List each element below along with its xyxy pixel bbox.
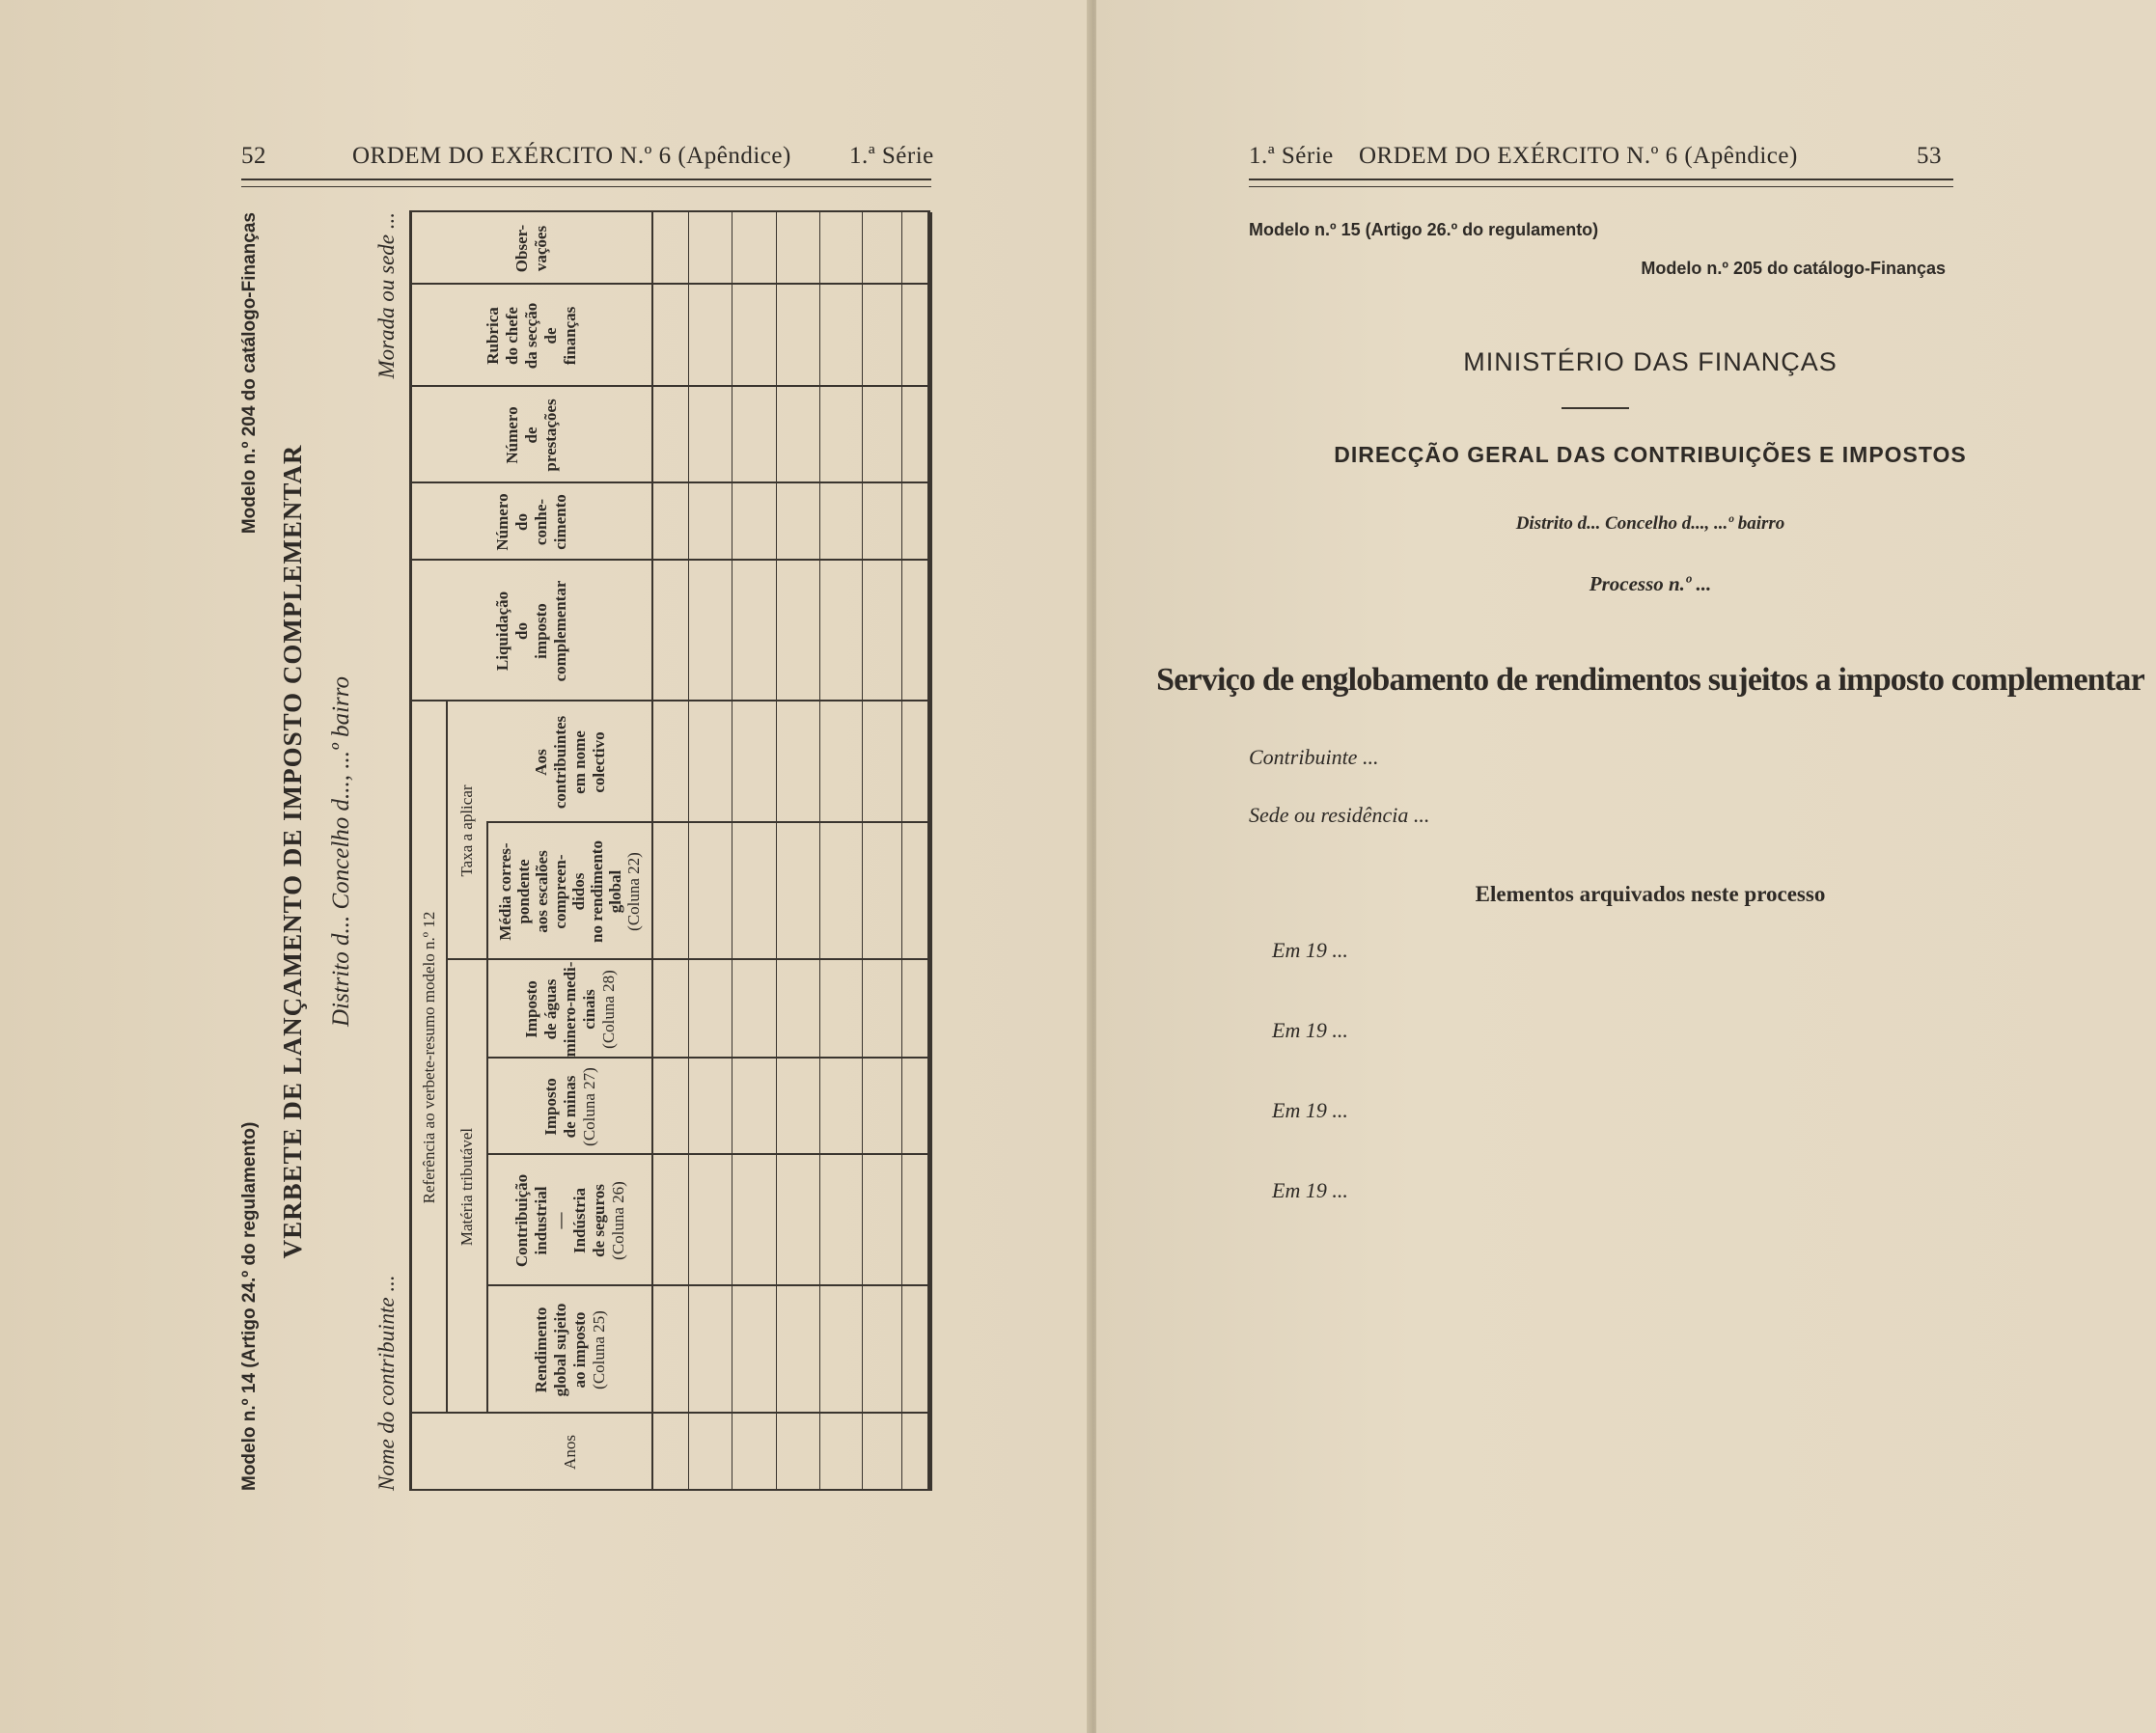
series-right: 1.ª Série: [1249, 143, 1334, 169]
row-rule: [819, 212, 820, 1491]
entry-4: Em 19 ...: [1272, 1178, 1348, 1202]
col-aos-contribuintes: Aos contribuintes em nome colectivo: [531, 715, 608, 810]
series-left: 1.ª Série: [849, 143, 934, 169]
table-bottom-rule-2: [930, 212, 932, 1491]
address-label: Morada ou sede ...: [374, 212, 399, 379]
row-rule: [862, 212, 863, 1491]
header-rule-left: [241, 179, 931, 187]
table-top-rule: [409, 212, 412, 1491]
right-page: [1096, 0, 2156, 1733]
ministry-title: MINISTÉRIO DAS FINANÇAS: [1463, 347, 1838, 376]
table-left-rule: [409, 1489, 930, 1491]
entry-3: Em 19 ...: [1272, 1098, 1348, 1122]
sede-label: Sede ou residência ...: [1249, 803, 1430, 827]
reference-header: Referência ao verbete-resumo modelo n.º 12: [420, 911, 438, 1204]
page-number-right: 53: [1917, 143, 1942, 169]
header-bottom-rule: [651, 212, 653, 1491]
row-rule: [688, 212, 689, 1491]
col-prestacoes: Número de prestações: [502, 399, 560, 472]
running-title-right: ORDEM DO EXÉRCITO N.º 6 (Apêndice): [1359, 143, 1798, 169]
materia-rule: [486, 960, 488, 1414]
col-rubrica: Rubrica do chefe da secção de finanças: [483, 302, 579, 370]
catalog-204-label: Modelo n.º 204 do catálogo-Finanças: [239, 212, 260, 535]
contribuinte-label: Contribuinte ...: [1249, 745, 1379, 769]
taxa-header: Taxa a aplicar: [457, 784, 476, 877]
col-aguas: Imposto de águas minero-medi- cinais (Coluna 28): [521, 961, 618, 1058]
row-rule: [901, 212, 902, 1491]
form-title: VERBETE DE LANÇAMENTO DE IMPOSTO COMPLEMENTAR: [278, 444, 307, 1259]
col-observacoes: Obser- vações: [511, 224, 550, 273]
entry-2: Em 19 ...: [1272, 1018, 1348, 1042]
row-rule: [776, 212, 777, 1491]
col-minas: Imposto de minas (Coluna 27): [540, 1067, 598, 1146]
col-media: Média corres- pondente aos escalões compreen- didos no rendimento global (Coluna 22): [496, 840, 643, 943]
directorate-title: DIRECÇÃO GERAL DAS CONTRIBUIÇÕES E IMPOSTOS: [1334, 442, 1967, 467]
rotated-form: [239, 212, 934, 1491]
col-conhecimento: Número do conhe- cimento: [492, 493, 569, 551]
col-contribuicao: Contribuição industrial — Indústria de seguros (Coluna 26): [511, 1173, 627, 1268]
modelo-14-label: Modelo n.º 14 (Artigo 24.º do regulamento): [239, 1121, 260, 1491]
col-liquidacao: Liquidação do imposto complementar: [492, 580, 569, 682]
running-title-left: ORDEM DO EXÉRCITO N.º 6 (Apêndice): [352, 143, 791, 169]
district-line-right: Distrito d... Concelho d..., ...º bairro: [1515, 513, 1785, 534]
modelo-15-label: Modelo n.º 15 (Artigo 26.º do regulamento): [1249, 220, 1599, 239]
col-sep: [409, 1412, 930, 1414]
header-rule-right: [1249, 179, 1953, 187]
materia-header: Matéria tributável: [457, 1127, 476, 1247]
catalog-205-label: Modelo n.º 205 do catálogo-Finanças: [1641, 259, 1946, 278]
col-anos: Anos: [560, 1435, 579, 1470]
page-number-left: 52: [241, 143, 266, 169]
process-number: Processo n.º ...: [1589, 572, 1712, 595]
district-line-left: Distrito d... Concelho d..., ...º bairro: [328, 675, 354, 1028]
elements-title: Elementos arquivados neste processo: [1475, 882, 1826, 906]
service-title: Serviço de englobamento de rendimentos sujeitos a imposto complementar: [1156, 662, 2144, 698]
col-rendimento: Rendimento global sujeito ao imposto (Coluna 25): [531, 1303, 608, 1397]
name-label: Nome do contribuinte ...: [374, 1275, 399, 1491]
ministry-rule: [1562, 407, 1629, 409]
entry-1: Em 19 ...: [1272, 938, 1348, 962]
